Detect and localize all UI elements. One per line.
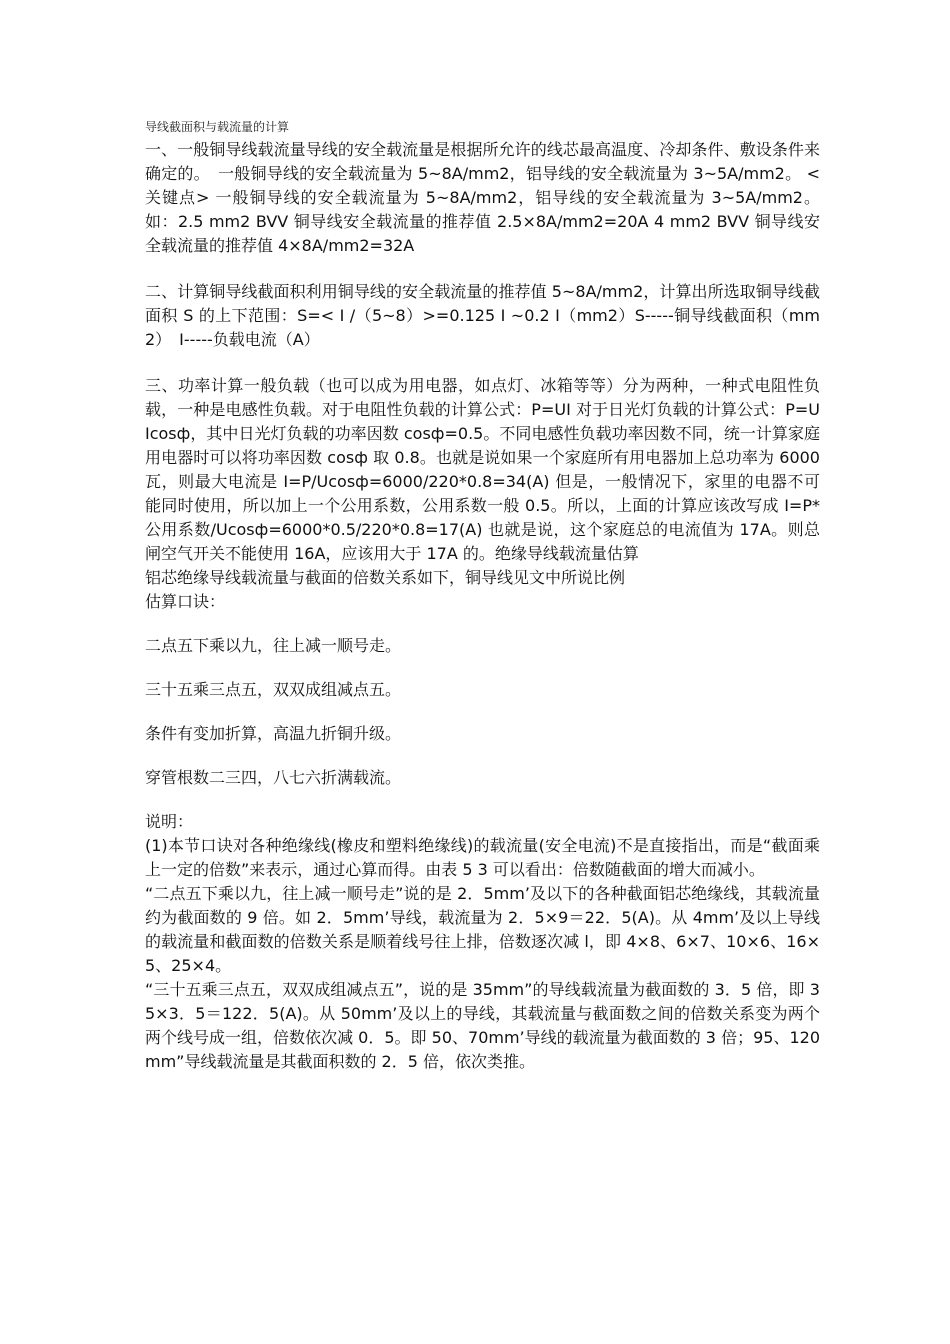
explain-paragraph-2: “二点五下乘以九，往上减一顺号走”说的是 2．5mm’及以下的各种截面铝芯绝缘线，其载流量约为截面数的 9 倍。如 2．5mm’导线，载流量为 2．5×9＝22．5(A)。从 4mm’及以上导线的载流量和截面数的倍数关系是顺着线号往上排，倍数逐次减 l，即 4×8、6×7、10×6、16×5、25×4。 xyxy=(145,884,820,975)
rhyme-line-4: 穿管根数二三四，八七六折满载流。 xyxy=(145,768,402,787)
rhyme-line-2: 三十五乘三点五，双双成组减点五。 xyxy=(145,680,402,699)
explain-paragraph-1: (1)本节口诀对各种绝缘线(橡皮和塑料绝缘线)的载流量(安全电流)不是直接指出，而是“截面乘上一定的倍数”来表示，通过心算而得。由表 5 3 可以看出：倍数随截面的增大而减小。 xyxy=(145,836,820,879)
section-1-paragraph: 一、一般铜导线载流量导线的安全载流量是根据所允许的线芯最高温度、冷却条件、敷设条件来确定的。 一般铜导线的安全载流量为 5~8A/mm2，铝导线的安全载流量为 3~5A/mm2。 <关键点> 一般铜导线的安全载流量为 5~8A/mm2，铝导线的安全载流量为 3~5A/mm2。如：2.5 mm2 BVV 铜导线安全载流量的推荐值 2.5×8A/mm2=20A 4 mm2 BVV 铜导线安全载流量的推荐值 4×8A/mm2=32A xyxy=(145,140,820,255)
rhyme-line-1: 二点五下乘以九，往上减一顺号走。 xyxy=(145,636,402,655)
spacer xyxy=(145,258,820,280)
spacer xyxy=(145,746,820,766)
explain-heading: 说明： xyxy=(145,812,194,831)
spacer xyxy=(145,702,820,722)
explain-paragraph-3: “三十五乘三点五，双双成组减点五”，说的是 35mm”的导线载流量为截面数的 3．5 倍，即 35×3．5＝122．5(A)。从 50mm’及以上的导线，其载流量与截面数之间的倍数关系变为两个两个线号成一组，倍数依次减 0．5。即 50、70mm’导线的载流量为截面数的 3 倍；95、120mm”导线载流量是其截面积数的 2．5 倍，依次类推。 xyxy=(145,980,820,1071)
spacer xyxy=(145,614,820,634)
document-title: 导线截面积与载流量的计算 xyxy=(145,120,290,134)
spacer xyxy=(145,790,820,810)
rhyme-heading: 估算口诀： xyxy=(145,592,226,611)
spacer xyxy=(145,658,820,678)
document-body xyxy=(145,118,820,1074)
section-2-paragraph: 二、计算铜导线截面积利用铜导线的安全载流量的推荐值 5~8A/mm2，计算出所选取铜导线截面积 S 的上下范围：S=< I /（5~8）>=0.125 I ~0.2 I（mm2）S-----铜导线截面积（mm2） I-----负载电流（A） xyxy=(145,282,820,349)
spacer xyxy=(145,352,820,374)
aluminum-ratio-line: 铝芯绝缘导线载流量与截面的倍数关系如下，铜导线见文中所说比例 xyxy=(145,568,626,587)
rhyme-line-3: 条件有变加折算，高温九折铜升级。 xyxy=(145,724,402,743)
section-3-paragraph: 三、功率计算一般负载（也可以成为用电器，如点灯、冰箱等等）分为两种，一种式电阻性负载，一种是电感性负载。对于电阻性负载的计算公式：P=UI 对于日光灯负载的计算公式：P=UIcosф，其中日光灯负载的功率因数 cosф=0.5。不同电感性负载功率因数不同，统一计算家庭用电器时可以将功率因数 cosф 取 0.8。也就是说如果一个家庭所有用电器加上总功率为 6000 瓦，则最大电流是 I=P/Ucosф=6000/220*0.8=34(A) 但是，一般情况下，家里的电器不可能同时使用，所以加上一个公用系数，公用系数一般 0.5。所以，上面的计算应该改写成 I=P*公用系数/Ucosф=6000*0.5/220*0.8=17(A) 也就是说，这个家庭总的电流值为 17A。则总闸空气开关不能使用 16A，应该用大于 17A 的。绝缘导线载流量估算 xyxy=(145,376,820,563)
